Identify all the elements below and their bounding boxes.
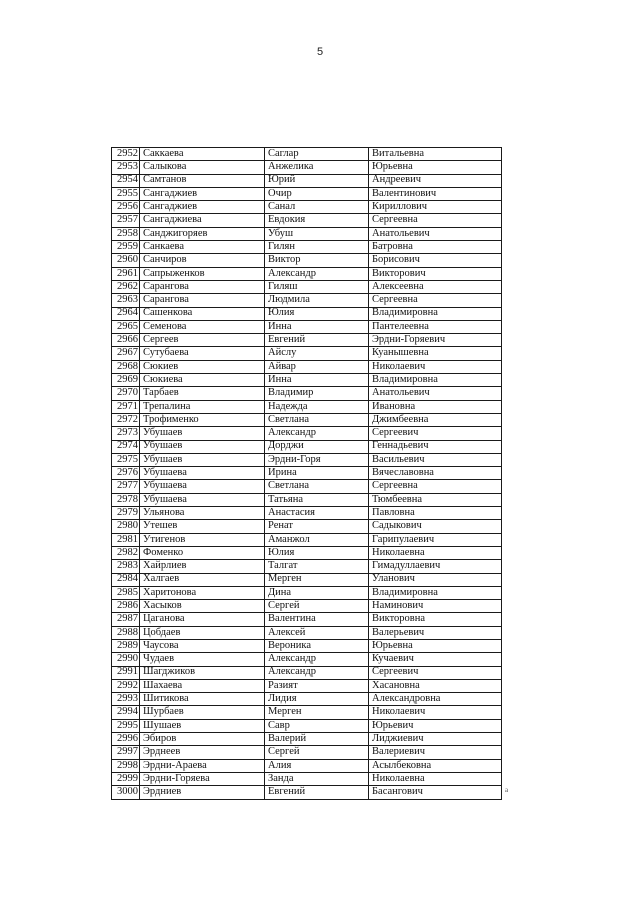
first-name-cell: Виктор: [265, 254, 369, 267]
first-name-cell: Мерген: [265, 706, 369, 719]
surname-cell: Сюкиев: [140, 360, 265, 373]
patronymic-cell: Сергеевна: [369, 214, 502, 227]
patronymic-cell: Викторовна: [369, 613, 502, 626]
first-name-cell: Мерген: [265, 573, 369, 586]
patronymic-cell: Васильевич: [369, 453, 502, 466]
table-row: [112, 520, 502, 533]
table-row: [112, 560, 502, 573]
patronymic-cell: Куанышевна: [369, 347, 502, 360]
surname-cell: Эбиров: [140, 733, 265, 746]
patronymic-cell: Сергеевич: [369, 427, 502, 440]
first-name-cell: Санал: [265, 201, 369, 214]
surname-cell: Чаусова: [140, 639, 265, 652]
patronymic-cell: Сергеевна: [369, 480, 502, 493]
surname-cell: Убушаева: [140, 467, 265, 480]
row-number-cell: 2988: [112, 626, 140, 639]
patronymic-cell: Лиджиевич: [369, 733, 502, 746]
first-name-cell: Татьяна: [265, 493, 369, 506]
patronymic-cell: Анатольевич: [369, 387, 502, 400]
patronymic-cell: Геннадьевич: [369, 440, 502, 453]
row-number-cell: 2992: [112, 679, 140, 692]
table-row: [112, 347, 502, 360]
table-row: [112, 772, 502, 785]
row-number-cell: 2996: [112, 733, 140, 746]
row-number-cell: 2952: [112, 148, 140, 161]
table-row: [112, 666, 502, 679]
table-row: [112, 334, 502, 347]
patronymic-cell: Садыкович: [369, 520, 502, 533]
patronymic-cell: Тюмбеевна: [369, 493, 502, 506]
first-name-cell: Людмила: [265, 294, 369, 307]
surname-cell: Трофименко: [140, 413, 265, 426]
row-number-cell: 2997: [112, 746, 140, 759]
row-number-cell: 2965: [112, 320, 140, 333]
surname-cell: Семенова: [140, 320, 265, 333]
patronymic-cell: Кучаевич: [369, 653, 502, 666]
row-number-cell: 2958: [112, 227, 140, 240]
patronymic-cell: Анатольевич: [369, 227, 502, 240]
surname-cell: Эрдни-Горяева: [140, 772, 265, 785]
row-number-cell: 2962: [112, 280, 140, 293]
patronymic-cell: Андреевич: [369, 174, 502, 187]
surname-cell: Сюкиева: [140, 374, 265, 387]
first-name-cell: Юлия: [265, 307, 369, 320]
patronymic-cell: Юрьевич: [369, 719, 502, 732]
row-number-cell: 2982: [112, 546, 140, 559]
row-number-cell: 2999: [112, 772, 140, 785]
surname-cell: Салыкова: [140, 161, 265, 174]
patronymic-cell: Валерьевич: [369, 626, 502, 639]
row-number-cell: 2984: [112, 573, 140, 586]
corner-mark: а: [505, 786, 509, 794]
row-number-cell: 2979: [112, 507, 140, 520]
surname-cell: Хасыков: [140, 600, 265, 613]
row-number-cell: 2971: [112, 400, 140, 413]
table-row: [112, 400, 502, 413]
surname-cell: Сарангова: [140, 294, 265, 307]
table-row: [112, 453, 502, 466]
patronymic-cell: Николаевич: [369, 360, 502, 373]
row-number-cell: 2968: [112, 360, 140, 373]
patronymic-cell: Гарипулаевич: [369, 533, 502, 546]
first-name-cell: Гиляш: [265, 280, 369, 293]
row-number-cell: 2977: [112, 480, 140, 493]
first-name-cell: Савр: [265, 719, 369, 732]
table-row: [112, 360, 502, 373]
surname-cell: Цобдаев: [140, 626, 265, 639]
row-number-cell: 2963: [112, 294, 140, 307]
patronymic-cell: Владимировна: [369, 586, 502, 599]
patronymic-cell: Наминович: [369, 600, 502, 613]
surname-cell: Фоменко: [140, 546, 265, 559]
row-number-cell: 2959: [112, 241, 140, 254]
table-row: [112, 467, 502, 480]
first-name-cell: Анастасия: [265, 507, 369, 520]
surname-cell: Сарангова: [140, 280, 265, 293]
table-row: [112, 493, 502, 506]
table-row: [112, 307, 502, 320]
row-number-cell: 2980: [112, 520, 140, 533]
row-number-cell: 2981: [112, 533, 140, 546]
first-name-cell: Айвар: [265, 360, 369, 373]
patronymic-cell: Викторович: [369, 267, 502, 280]
row-number-cell: 2974: [112, 440, 140, 453]
patronymic-cell: Валериевич: [369, 746, 502, 759]
table-row: [112, 148, 502, 161]
surname-cell: Ульянова: [140, 507, 265, 520]
first-name-cell: Эрдни-Горя: [265, 453, 369, 466]
row-number-cell: 2970: [112, 387, 140, 400]
table-row: [112, 733, 502, 746]
first-name-cell: Айслу: [265, 347, 369, 360]
surname-cell: Трепалина: [140, 400, 265, 413]
row-number-cell: 2990: [112, 653, 140, 666]
patronymic-cell: Николаевна: [369, 772, 502, 785]
row-number-cell: 2993: [112, 693, 140, 706]
first-name-cell: Разият: [265, 679, 369, 692]
table-row: [112, 427, 502, 440]
surname-cell: Сергеев: [140, 334, 265, 347]
row-number-cell: 2987: [112, 613, 140, 626]
row-number-cell: 2985: [112, 586, 140, 599]
first-name-cell: Саглар: [265, 148, 369, 161]
patronymic-cell: Юрьевна: [369, 639, 502, 652]
row-number-cell: 2986: [112, 600, 140, 613]
surname-cell: Саккаева: [140, 148, 265, 161]
surname-cell: Убушаев: [140, 427, 265, 440]
first-name-cell: Сергей: [265, 600, 369, 613]
row-number-cell: 2953: [112, 161, 140, 174]
surname-cell: Убушаев: [140, 440, 265, 453]
first-name-cell: Александр: [265, 666, 369, 679]
first-name-cell: Светлана: [265, 480, 369, 493]
patronymic-cell: Николаевна: [369, 546, 502, 559]
first-name-cell: Талгат: [265, 560, 369, 573]
table-row: [112, 586, 502, 599]
table-row: [112, 387, 502, 400]
roster-table: [111, 147, 502, 800]
surname-cell: Санджигоряев: [140, 227, 265, 240]
row-number-cell: 2976: [112, 467, 140, 480]
patronymic-cell: Борисович: [369, 254, 502, 267]
patronymic-cell: Сергеевич: [369, 666, 502, 679]
first-name-cell: Александр: [265, 653, 369, 666]
first-name-cell: Ренат: [265, 520, 369, 533]
surname-cell: Шушаев: [140, 719, 265, 732]
first-name-cell: Убуш: [265, 227, 369, 240]
row-number-cell: 2961: [112, 267, 140, 280]
first-name-cell: Анжелика: [265, 161, 369, 174]
patronymic-cell: Сергеевна: [369, 294, 502, 307]
row-number-cell: 2960: [112, 254, 140, 267]
table-row: [112, 227, 502, 240]
surname-cell: Сашенкова: [140, 307, 265, 320]
first-name-cell: Занда: [265, 772, 369, 785]
table-row: [112, 786, 502, 799]
patronymic-cell: Джимбеевна: [369, 413, 502, 426]
first-name-cell: Аманжол: [265, 533, 369, 546]
surname-cell: Шитикова: [140, 693, 265, 706]
table-row: [112, 480, 502, 493]
row-number-cell: 2967: [112, 347, 140, 360]
patronymic-cell: Ивановна: [369, 400, 502, 413]
surname-cell: Хайрлиев: [140, 560, 265, 573]
patronymic-cell: Вячеславовна: [369, 467, 502, 480]
table-row: [112, 187, 502, 200]
patronymic-cell: Асылбековна: [369, 759, 502, 772]
patronymic-cell: Юрьевна: [369, 161, 502, 174]
table-row: [112, 241, 502, 254]
surname-cell: Шагджиков: [140, 666, 265, 679]
row-number-cell: 2995: [112, 719, 140, 732]
row-number-cell: 2964: [112, 307, 140, 320]
first-name-cell: Валентина: [265, 613, 369, 626]
first-name-cell: Евдокия: [265, 214, 369, 227]
surname-cell: Утигенов: [140, 533, 265, 546]
table-row: [112, 201, 502, 214]
surname-cell: Утешев: [140, 520, 265, 533]
surname-cell: Сутубаева: [140, 347, 265, 360]
row-number-cell: 2956: [112, 201, 140, 214]
patronymic-cell: Хасановна: [369, 679, 502, 692]
first-name-cell: Алия: [265, 759, 369, 772]
row-number-cell: 2954: [112, 174, 140, 187]
row-number-cell: 2989: [112, 639, 140, 652]
page-number: 5: [316, 46, 324, 58]
row-number-cell: 2991: [112, 666, 140, 679]
row-number-cell: 2998: [112, 759, 140, 772]
surname-cell: Убушаев: [140, 453, 265, 466]
first-name-cell: Юлия: [265, 546, 369, 559]
table-row: [112, 294, 502, 307]
row-number-cell: 2978: [112, 493, 140, 506]
first-name-cell: Ирина: [265, 467, 369, 480]
surname-cell: Убушаева: [140, 480, 265, 493]
patronymic-cell: Владимировна: [369, 374, 502, 387]
patronymic-cell: Кириллович: [369, 201, 502, 214]
patronymic-cell: Александровна: [369, 693, 502, 706]
table-row: [112, 679, 502, 692]
patronymic-cell: Басангович: [369, 786, 502, 799]
surname-cell: Санкаева: [140, 241, 265, 254]
row-number-cell: 2966: [112, 334, 140, 347]
row-number-cell: 2972: [112, 413, 140, 426]
first-name-cell: Светлана: [265, 413, 369, 426]
row-number-cell: 2955: [112, 187, 140, 200]
patronymic-cell: Витальевна: [369, 148, 502, 161]
row-number-cell: 2975: [112, 453, 140, 466]
first-name-cell: Надежда: [265, 400, 369, 413]
surname-cell: Сапрыженков: [140, 267, 265, 280]
table-row: [112, 507, 502, 520]
row-number-cell: 2973: [112, 427, 140, 440]
first-name-cell: Инна: [265, 320, 369, 333]
table-row: [112, 746, 502, 759]
table-row: [112, 254, 502, 267]
patronymic-cell: Валентинович: [369, 187, 502, 200]
table-row: [112, 214, 502, 227]
table-row: [112, 280, 502, 293]
first-name-cell: Дорджи: [265, 440, 369, 453]
table-row: [112, 267, 502, 280]
patronymic-cell: Николаевич: [369, 706, 502, 719]
first-name-cell: Гилян: [265, 241, 369, 254]
first-name-cell: Лидия: [265, 693, 369, 706]
roster-body: [112, 148, 502, 800]
patronymic-cell: Павловна: [369, 507, 502, 520]
first-name-cell: Евгений: [265, 786, 369, 799]
first-name-cell: Александр: [265, 267, 369, 280]
surname-cell: Шахаева: [140, 679, 265, 692]
row-number-cell: 2957: [112, 214, 140, 227]
surname-cell: Сангаджиев: [140, 201, 265, 214]
table-row: [112, 613, 502, 626]
patronymic-cell: Гимадуллаевич: [369, 560, 502, 573]
first-name-cell: Александр: [265, 427, 369, 440]
row-number-cell: 3000: [112, 786, 140, 799]
table-row: [112, 440, 502, 453]
table-row: [112, 413, 502, 426]
table-row: [112, 759, 502, 772]
surname-cell: Санчиров: [140, 254, 265, 267]
table-row: [112, 174, 502, 187]
surname-cell: Харитонова: [140, 586, 265, 599]
first-name-cell: Вероника: [265, 639, 369, 652]
surname-cell: Сангаджиева: [140, 214, 265, 227]
table-row: [112, 639, 502, 652]
first-name-cell: Алексей: [265, 626, 369, 639]
table-row: [112, 320, 502, 333]
row-number-cell: 2983: [112, 560, 140, 573]
table-row: [112, 626, 502, 639]
surname-cell: Чудаев: [140, 653, 265, 666]
surname-cell: Шурбаев: [140, 706, 265, 719]
table-row: [112, 374, 502, 387]
table-row: [112, 161, 502, 174]
patronymic-cell: Владимировна: [369, 307, 502, 320]
first-name-cell: Евгений: [265, 334, 369, 347]
table-row: [112, 573, 502, 586]
table-row: [112, 653, 502, 666]
table-row: [112, 693, 502, 706]
first-name-cell: Дина: [265, 586, 369, 599]
patronymic-cell: Эрдни-Горяевич: [369, 334, 502, 347]
first-name-cell: Юрий: [265, 174, 369, 187]
surname-cell: Сангаджиев: [140, 187, 265, 200]
surname-cell: Цаганова: [140, 613, 265, 626]
surname-cell: Убушаева: [140, 493, 265, 506]
surname-cell: Эрдни-Араева: [140, 759, 265, 772]
surname-cell: Эрднеев: [140, 746, 265, 759]
first-name-cell: Валерий: [265, 733, 369, 746]
patronymic-cell: Уланович: [369, 573, 502, 586]
table-row: [112, 533, 502, 546]
first-name-cell: Сергей: [265, 746, 369, 759]
row-number-cell: 2994: [112, 706, 140, 719]
patronymic-cell: Пантелеевна: [369, 320, 502, 333]
surname-cell: Тарбаев: [140, 387, 265, 400]
table-row: [112, 600, 502, 613]
surname-cell: Халгаев: [140, 573, 265, 586]
first-name-cell: Инна: [265, 374, 369, 387]
first-name-cell: Владимир: [265, 387, 369, 400]
table-row: [112, 546, 502, 559]
table-row: [112, 706, 502, 719]
row-number-cell: 2969: [112, 374, 140, 387]
patronymic-cell: Алексеевна: [369, 280, 502, 293]
surname-cell: Эрдниев: [140, 786, 265, 799]
first-name-cell: Очир: [265, 187, 369, 200]
patronymic-cell: Батровна: [369, 241, 502, 254]
surname-cell: Самтанов: [140, 174, 265, 187]
table-row: [112, 719, 502, 732]
